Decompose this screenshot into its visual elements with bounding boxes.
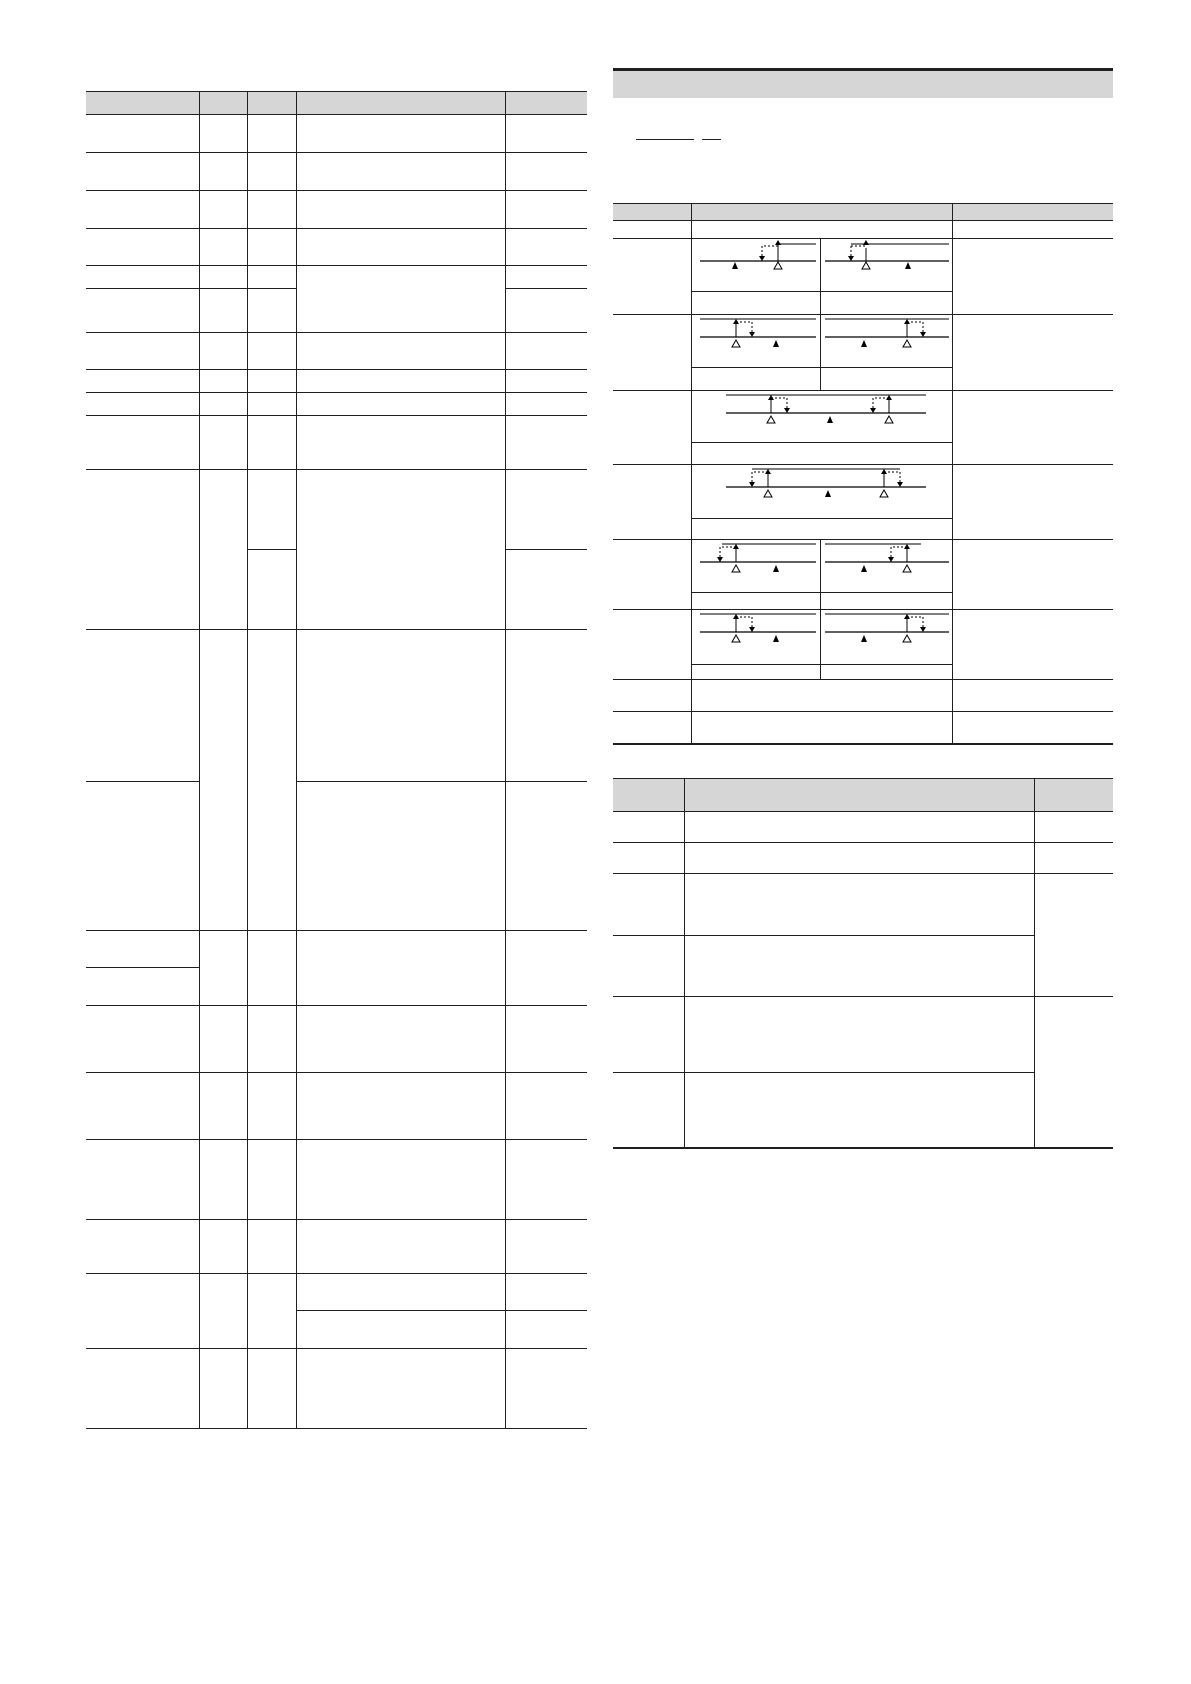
filled-triangle-icon	[861, 635, 867, 642]
filled-triangle-icon	[773, 635, 779, 642]
filled-triangle-icon	[773, 340, 779, 347]
right-bottom-table-header	[613, 778, 1113, 811]
filled-triangle-icon	[861, 340, 867, 347]
filled-triangle-icon	[827, 416, 833, 423]
timing-table-header	[613, 204, 1113, 220]
left-table-top-rule	[86, 91, 587, 92]
timing-diagram-r1-right	[821, 238, 952, 291]
timing-diagram-r5-right	[821, 539, 952, 592]
timing-diagram-r6-right	[821, 609, 952, 662]
hollow-triangle-icon	[885, 416, 893, 423]
hollow-triangle-icon	[903, 635, 911, 642]
hollow-triangle-icon	[767, 416, 775, 423]
timing-diagram-r3	[692, 390, 952, 442]
left-table-header-rule	[86, 114, 587, 115]
hollow-triangle-icon	[732, 565, 740, 572]
timing-diagram-r6-left	[692, 609, 820, 662]
filled-triangle-icon	[825, 490, 831, 497]
filled-triangle-icon	[861, 565, 867, 572]
timing-diagram-r1-left	[692, 238, 820, 291]
timing-diagram-r2-left	[692, 314, 820, 367]
timing-diagram-r5-left	[692, 539, 820, 592]
left-table-header	[86, 92, 587, 114]
hollow-triangle-icon	[862, 262, 870, 269]
section-title-band	[613, 71, 1113, 98]
hollow-triangle-icon	[732, 340, 740, 347]
hollow-triangle-icon	[903, 565, 911, 572]
hollow-triangle-icon	[732, 635, 740, 642]
timing-diagram-r2-right	[821, 314, 952, 367]
filled-triangle-icon	[732, 262, 738, 269]
filled-triangle-icon	[905, 262, 911, 269]
hollow-triangle-icon	[764, 490, 772, 497]
timing-diagram-r4	[692, 464, 952, 518]
hollow-triangle-icon	[880, 490, 888, 497]
hollow-triangle-icon	[903, 340, 911, 347]
hollow-triangle-icon	[774, 262, 782, 269]
filled-triangle-icon	[773, 565, 779, 572]
